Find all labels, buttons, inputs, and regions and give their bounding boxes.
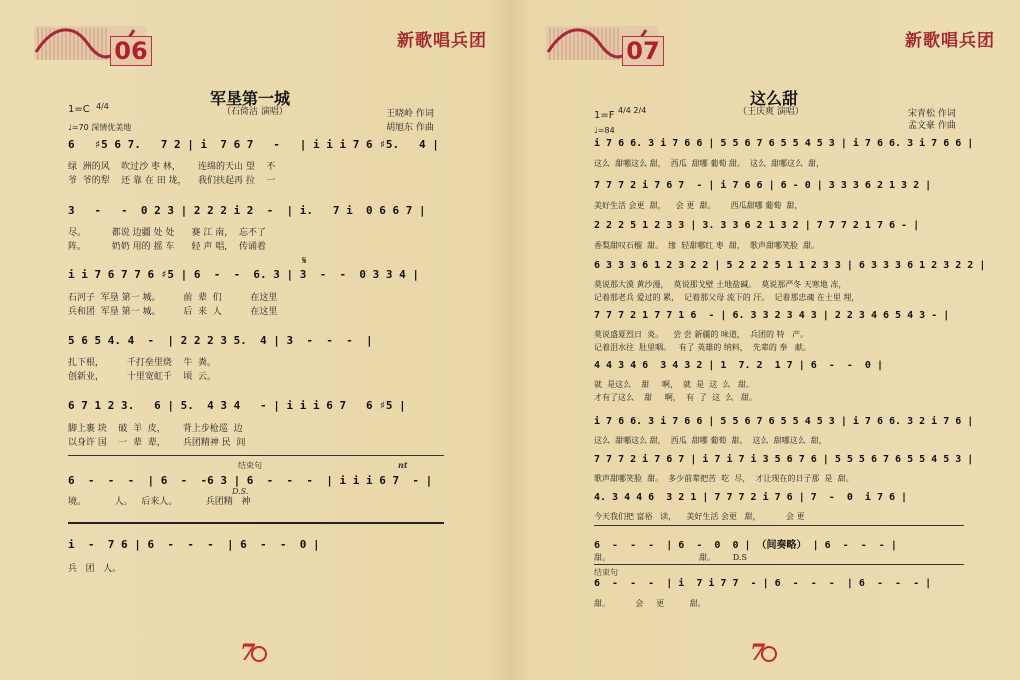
lyric-line: 石河子 军垦 第一 城。 前 辈 们 在这里 <box>68 293 278 303</box>
lyricist-credit: 宋青松 作词 <box>908 109 956 119</box>
right-page <box>510 0 1020 680</box>
ending-bracket-line <box>594 564 964 565</box>
singer-credit: （王庆爽 演唱） <box>738 107 804 117</box>
time-signature: 4/4 2/4 <box>618 106 647 115</box>
segno-mark: 𝄋 <box>302 254 307 267</box>
key-signature: 1=C <box>68 104 90 115</box>
lyric-line: 美好生活 会更 甜， 会 更 甜。 西瓜甜哪 葡萄 甜， <box>594 201 803 210</box>
key-signature: 1=F <box>594 110 615 121</box>
series-title: 新歌唱兵团 <box>905 31 995 51</box>
lyric-line: 就 是这么 甜 啊， 就 是 这 么 甜。 <box>594 380 754 389</box>
notation-line: 2 2 2 5 1 2 3 3 | 3. 3 3 6 2 1 3 2 | 7 7 7 2 1 7 6 - | <box>594 220 920 231</box>
notation-line: i 7 6 6. 3 i 7 6 6 | 5 5 6 7 6 5 5 4 5 3 | i 7 6 6. 3 i 7 6 6 | <box>594 138 974 149</box>
lyric-line: 莫说盛夏烈日 炎。 尝 尝 新疆的 味道， 兵团的 特 产。 <box>594 330 809 339</box>
composer-credit: 胡旭东 作曲 <box>386 123 434 133</box>
volta-bracket-line <box>68 455 444 456</box>
notation-line: 4. 3 4 4 6 3 2 1 | 7 7 7 2 i 7 6 | 7 - 0 i 7 6 | <box>594 492 908 503</box>
lyric-line: 尽。 都说 边疆 处 处 赛 江 南， 忘不了 <box>68 228 266 238</box>
series-title: 新歌唱兵团 <box>397 31 487 51</box>
tempo-marking: ♩=84 <box>594 126 615 135</box>
lyric-line: 香梨甜叹石榴 甜。 缘 轻甜哪红 枣 甜， 歌声甜哪笑脸 甜。 <box>594 241 820 250</box>
lyric-line: 今天我们把 富裕 读， 美好生活 会更 甜， 会 更 <box>594 512 805 521</box>
lyric-line: 这么 甜哪这么 甜， 西瓜 甜哪 葡萄 甜。 这么 甜哪这么 甜， <box>594 436 827 445</box>
notation-line: 7 7 7 2 i 7 6 7 - | i 7 6 6 | 6 - 0 | 3 3 3 6 2 1 3 2 | <box>594 180 932 191</box>
song-title: 军垦第一城 <box>210 89 291 108</box>
ds-mark: D.S. <box>232 487 249 496</box>
lyricist-credit: 王晓岭 作词 <box>386 109 434 119</box>
volta-bracket-line <box>594 525 964 526</box>
page-number: 06 <box>110 36 152 66</box>
notation-line: 3 - - 0 2 3 | 2 2 2 i 2 - | i. 7 i 0 6 6 7 | <box>68 204 426 217</box>
notation-line: 7 7 7 2 1 7 7 1 6 - | 6. 3 3 2 3 4 3 | 2 2 3 4 6 5 4 3 - | <box>594 310 950 321</box>
notation-line: 5 6 5 4. 4 - | 2 2 2 3 5. 4 | 3 - - - | <box>68 334 373 347</box>
tempo-marking: ♩=70 深情优美地 <box>68 123 132 132</box>
notation-line: 6 ♯5 6 7. 7 2 | i 7 6 7 - | i i i 7 6 ♯5. 4 | <box>68 138 439 151</box>
notation-line: 6 - - - | 6 - -6 3 | 6 - - - | i i i 6 7 - | <box>68 474 433 487</box>
lyric-line: 阵。 奶奶 用的 摇 车 轻 声 唱， 传诵着 <box>68 242 266 252</box>
lyric-line: 境。 人。 后来人。 兵团精 神 <box>68 497 251 507</box>
lyric-line: 这么 甜哪这么 甜， 西瓜 甜哪 葡萄 甜。 这么 甜哪这么 甜， <box>594 159 825 168</box>
lyric-line: 记着泪水往 肚里咽。 有了 英雄的 纳料， 先辈的 奉 献。 <box>594 343 812 352</box>
ending-label: 结束句 <box>238 461 262 470</box>
lyric-line: 创新业， 十里宽虹千 顷 云。 <box>68 372 217 382</box>
singer-credit: （石倚洁 演唱） <box>222 107 288 117</box>
lyric-line: 脚上裹 块 破 羊 皮， 背上步枪巡 边 <box>68 424 243 434</box>
lyric-line: 才有了这么 甜 啊， 有 了 这 么 甜。 <box>594 393 757 402</box>
ending-label: 结束句 <box>594 568 618 577</box>
coda-divider <box>68 522 444 524</box>
notation-line: 4 4 3 4 6 3 4 3 2 | 1 7. 2 1 7 | 6 - - 0 | <box>594 360 883 371</box>
notation-line: i i 7 6 7 7 6 ♯5 | 6 - - 6. 3 | 3 - - 0 3 3 4 | <box>68 268 419 281</box>
notation-line: 6 7 1 2 3. 6 | 5. 4 3 4 - | i i i 6 7 6 ♯5 | <box>68 399 406 412</box>
lyric-line: 记着那老兵 爱过的 累， 记着那父母 流下的 汗。 记着那忠魂 在土里 埋， <box>594 293 860 302</box>
lyric-line: 莫说那大漠 黄沙漫， 莫说那戈壁 土地盐碱。 莫说那严冬 天寒地 冻， <box>594 280 847 289</box>
page-number: 07 <box>622 36 664 66</box>
notation-line: i 7 6 6. 3 i 7 6 6 | 5 5 6 7 6 5 5 4 5 3 | i 7 6 6. 3 2 i 7 6 | <box>594 416 974 427</box>
lyric-line: 甜。 会 更 甜。 <box>594 599 706 608</box>
anniversary-70-logo: 7 <box>750 640 777 666</box>
anniversary-70-logo: 7 <box>240 640 267 666</box>
lyric-line: 兵和团 军垦 第一 城。 后 来 人 在这里 <box>68 307 278 317</box>
notation-line: 7 7 7 2 i 7 6 7 | i 7 i 7 i 3 5 6 7 6 | 5 5 5 6 7 6 5 5 4 5 3 | <box>594 454 974 465</box>
notation-line: 6 - - - | 6 - 0 0 | （间奏略） | 6 - - - | <box>594 540 897 551</box>
lyric-line: 扎下根， 千打垒里烧 牛 粪。 <box>68 358 217 368</box>
dynamic-mark: nt <box>398 460 408 470</box>
composer-credit: 孟文豪 作曲 <box>908 121 956 131</box>
song-title: 这么甜 <box>750 89 799 108</box>
notation-line: 6 3 3 3 6 1 2 3 2 2 | 5 2 2 2 5 1 1 2 3 3 | 6 3 3 3 6 1 2 3 2 2 | <box>594 260 986 271</box>
lyric-line: 歌声甜哪笑脸 甜。 多少前辈把苦 吃 尽， 才让现在的日子那 是 甜。 <box>594 474 854 483</box>
lyric-line: 绿 洲的风 吹过沙 枣 林， 连绵的天山 望 不 <box>68 162 276 172</box>
lyric-line: 爷 爷的犁 还 靠 在 田 垅， 我们扶起再 拉 一 <box>68 176 276 186</box>
lyric-line: 兵 团 人。 <box>68 564 122 574</box>
notation-line: i - 7 6 | 6 - - - | 6 - - 0 | <box>68 538 320 551</box>
lyric-line: 以身许 国 一 辈 辈， 兵团精神 民 间 <box>68 438 246 448</box>
notation-line: 6 - - - | i 7 i 7 7 - | 6 - - - | 6 - - - | <box>594 578 932 589</box>
time-signature: 4/4 <box>96 102 109 111</box>
lyric-line: 甜。 甜。 D.S <box>594 553 747 562</box>
